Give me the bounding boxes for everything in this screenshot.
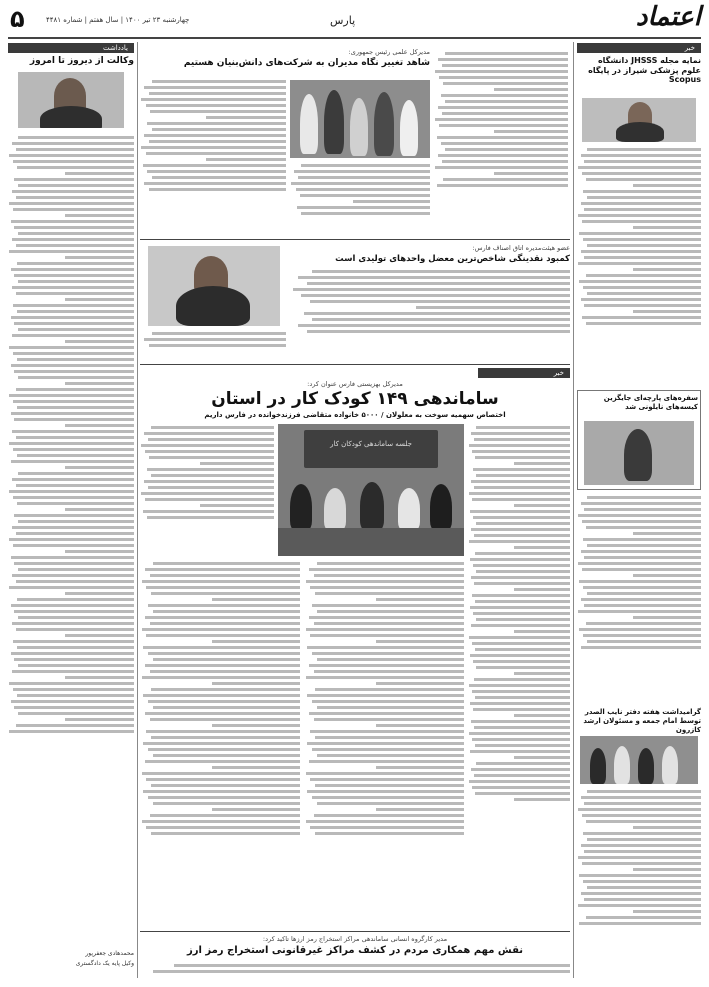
right-column-body	[577, 146, 701, 386]
top-story-headline: شاهد تغییر نگاه مدیران به شرکت‌های دانش‌بنیان هستیم	[183, 58, 430, 68]
right-column-tag: خبر	[577, 43, 701, 53]
top-story-body-right	[434, 50, 568, 236]
columnist-photo	[18, 72, 124, 128]
rule-mid-story	[140, 364, 570, 365]
columnist-role: وکیل پایه یک دادگستری	[75, 960, 134, 967]
mid-story-body-left	[140, 330, 286, 360]
main-story-tag: خبر	[478, 368, 570, 378]
main-story-headline: ساماندهی ۱۴۹ کودک کار در استان	[211, 389, 499, 409]
box-caption: سفره‌های پارچه‌ای جایگزین کیسه‌های نایلونی شد	[603, 394, 698, 412]
newspaper-logo: اعتماد	[635, 2, 701, 32]
masthead	[0, 0, 709, 38]
mid-story-headline: کمبود نقدینگی شاخص‌ترین معضل واحدهای تولیدی است	[335, 254, 570, 264]
bottom-caption: گرامیداشت هفته دفتر نایب الصدر توسط امام جمعه و مسئولان ارشد کازرون	[583, 708, 701, 735]
page-number: ۵	[10, 5, 25, 33]
top-story-body-mid	[290, 162, 430, 236]
main-story-subhead: اختصاص سهمیه سوخت به معلولان / ۵۰۰۰ خانواده متقاضی فرزندخوانده در فارس داریم	[204, 411, 506, 419]
main-story-photo	[278, 424, 464, 556]
rule-main-story	[140, 931, 570, 932]
main-story-body-col1	[468, 424, 570, 928]
mid-story-kicker: عضو هیئت‌مدیره اتاق اصناف فارس:	[472, 244, 570, 252]
right-column-headline: نمایه مجله JHSSS دانشگاه علوم پزشکی شیراز در پایگاه Scopus	[588, 56, 701, 85]
masthead-rule	[8, 37, 701, 39]
mid-story-photo	[148, 246, 280, 326]
box-photo	[584, 421, 694, 485]
meeting-banner-text: جلسه ساماندهی کودکان کار	[330, 440, 412, 448]
bottom-story-kicker: مدیر کارگروه انسانی ساماندهی مراکز استخراج رمز ارزها تاکید کرد:	[262, 935, 448, 943]
bottom-story-body	[140, 962, 570, 982]
right-column-photo	[582, 98, 696, 142]
right-column-bottom-photo	[580, 736, 698, 784]
top-story-kicker: مدیرکل علمی رئیس جمهوری:	[348, 48, 430, 56]
rule-top-story	[140, 239, 570, 240]
column-divider-right	[573, 42, 574, 978]
main-story-body-col2	[304, 560, 464, 928]
top-story-photo	[290, 80, 430, 158]
top-story-body-left	[140, 78, 286, 236]
main-story-body-col3	[140, 560, 300, 928]
dateline: چهارشنبه ۲۳ تیر ۱۴۰۰ | سال هفتم | شماره ۴۴۸۱	[46, 16, 190, 24]
left-column-title: وکالت از دیروز تا امروز	[29, 56, 134, 66]
bottom-story-headline: نقش مهم همکاری مردم در کشف مراکز غیرقانونی استخراج رمز ارز	[186, 945, 524, 956]
left-column-tag: یادداشت	[8, 43, 134, 53]
right-column-box	[577, 390, 701, 490]
column-divider-left	[137, 42, 138, 978]
section-name: پارس	[330, 14, 356, 27]
main-story-kicker: مدیرکل بهزیستی فارس عنوان کرد:	[307, 380, 403, 388]
right-column-body-2	[577, 494, 701, 706]
main-story-body-col3-top	[140, 424, 274, 556]
right-column-body-3	[577, 788, 701, 976]
left-column-body	[8, 134, 134, 934]
mid-story-body	[290, 268, 570, 360]
columnist-name: محمدهادی جعفرپور	[85, 950, 134, 957]
